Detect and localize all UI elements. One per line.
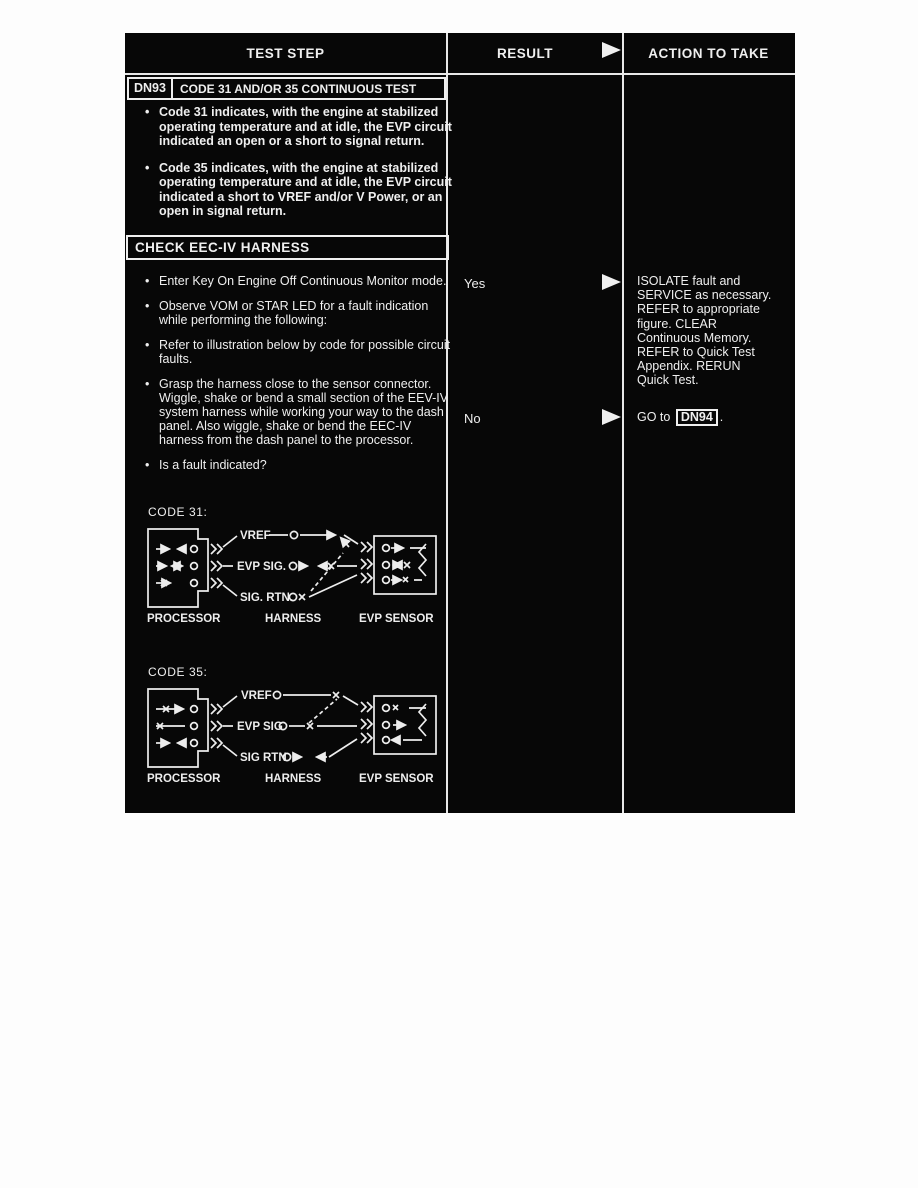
code-31-diagram: [141, 505, 443, 630]
header-divider: [125, 73, 795, 75]
wire-label-vref: VREF: [241, 690, 272, 702]
test-step: [145, 274, 455, 288]
part-label-evp-sensor: EVP SENSOR: [359, 773, 434, 785]
note-code-31: [145, 105, 461, 149]
test-step: [145, 458, 455, 472]
part-label-evp-sensor: EVP SENSOR: [359, 613, 434, 625]
test-title: CODE 31 AND/OR 35 CONTINUOUS TEST: [179, 82, 417, 96]
bullet-icon: •: [145, 160, 150, 175]
part-label-processor: PROCESSOR: [147, 613, 221, 625]
note-code-35: [145, 161, 461, 219]
note-code-35-text: Code 35 indicates, with the engine at stabilized operating temperature and at idle, the EVP circuit indicated a short to VREF and/or V Power, or an open in signal return.: [159, 160, 452, 218]
result-arrow-icon: [602, 42, 621, 58]
test-step-text: Grasp the harness close to the sensor connector. Wiggle, shake or bend a small section of the EEV-IV system harness while working your way to the dash panel. Also wiggle, shake or bend the EEC-IV harness from the dash panel to the processor.: [159, 377, 449, 447]
diagram-label: CODE 31:: [148, 505, 208, 519]
bullet-icon: •: [145, 338, 150, 352]
bullet-icon: •: [145, 458, 150, 472]
test-step: [145, 338, 455, 366]
test-step-text: Refer to illustration below by code for possible circuit faults.: [159, 338, 451, 366]
wire-label-evp-sig: EVP SIG.: [237, 561, 287, 573]
part-label-harness: HARNESS: [265, 773, 322, 785]
bullet-icon: •: [145, 105, 150, 119]
result-yes: Yes: [464, 276, 486, 291]
bullet-icon: •: [145, 299, 150, 313]
action-no-suffix: .: [719, 410, 724, 424]
dn94-reference: DN94: [676, 409, 718, 426]
wire-label-evp-sig: EVP SIG: [237, 721, 283, 733]
bullet-icon: •: [145, 377, 150, 391]
wire-label-sig-rtn: SIG RTN: [240, 752, 287, 764]
code-description-notes: [145, 105, 461, 231]
note-code-31-text: Code 31 indicates, with the engine at stabilized operating temperature and at idle, the EVP circuit indicated an open or a short to signal return.: [159, 105, 452, 148]
test-step-list: [145, 274, 455, 483]
result-arrow-icon: [602, 274, 621, 290]
test-step-text: Enter Key On Engine Off Continuous Monitor mode.: [159, 274, 447, 288]
diagnostic-table: [125, 33, 795, 813]
action-no: [637, 409, 775, 426]
column-header-test-step: TEST STEP: [246, 46, 325, 61]
bullet-icon: •: [145, 274, 150, 288]
diagram-label: CODE 35:: [148, 665, 208, 679]
test-step-text: Is a fault indicated?: [159, 458, 267, 472]
test-id-badge: DN93: [129, 79, 173, 98]
test-step: [145, 299, 455, 327]
code-35-wiring-svg: [141, 683, 443, 785]
wire-label-vref: VREF: [240, 530, 271, 542]
action-yes: ISOLATE fault and SERVICE as necessary. REFER to appropriate figure. CLEAR Continuous Memory. REFER to Quick Test Appendix. RERUN Quick Test.: [637, 274, 772, 388]
column-divider: [622, 33, 624, 813]
test-id-row: [127, 77, 446, 100]
section-header: CHECK EEC-IV HARNESS: [126, 235, 449, 260]
result-arrow-icon: [602, 409, 621, 425]
column-header-action-to-take: ACTION TO TAKE: [648, 46, 769, 61]
code-31-wiring-svg: [141, 523, 443, 625]
test-step: [145, 377, 455, 447]
part-label-processor: PROCESSOR: [147, 773, 221, 785]
test-step-text: Observe VOM or STAR LED for a fault indication while performing the following:: [159, 299, 429, 327]
code-35-diagram: [141, 665, 443, 790]
action-no-prefix: GO to: [637, 410, 671, 424]
result-no: No: [464, 411, 481, 426]
part-label-harness: HARNESS: [265, 613, 322, 625]
column-header-result: RESULT: [497, 46, 553, 61]
wire-label-sig-rtn: SIG. RTN.: [240, 592, 294, 604]
